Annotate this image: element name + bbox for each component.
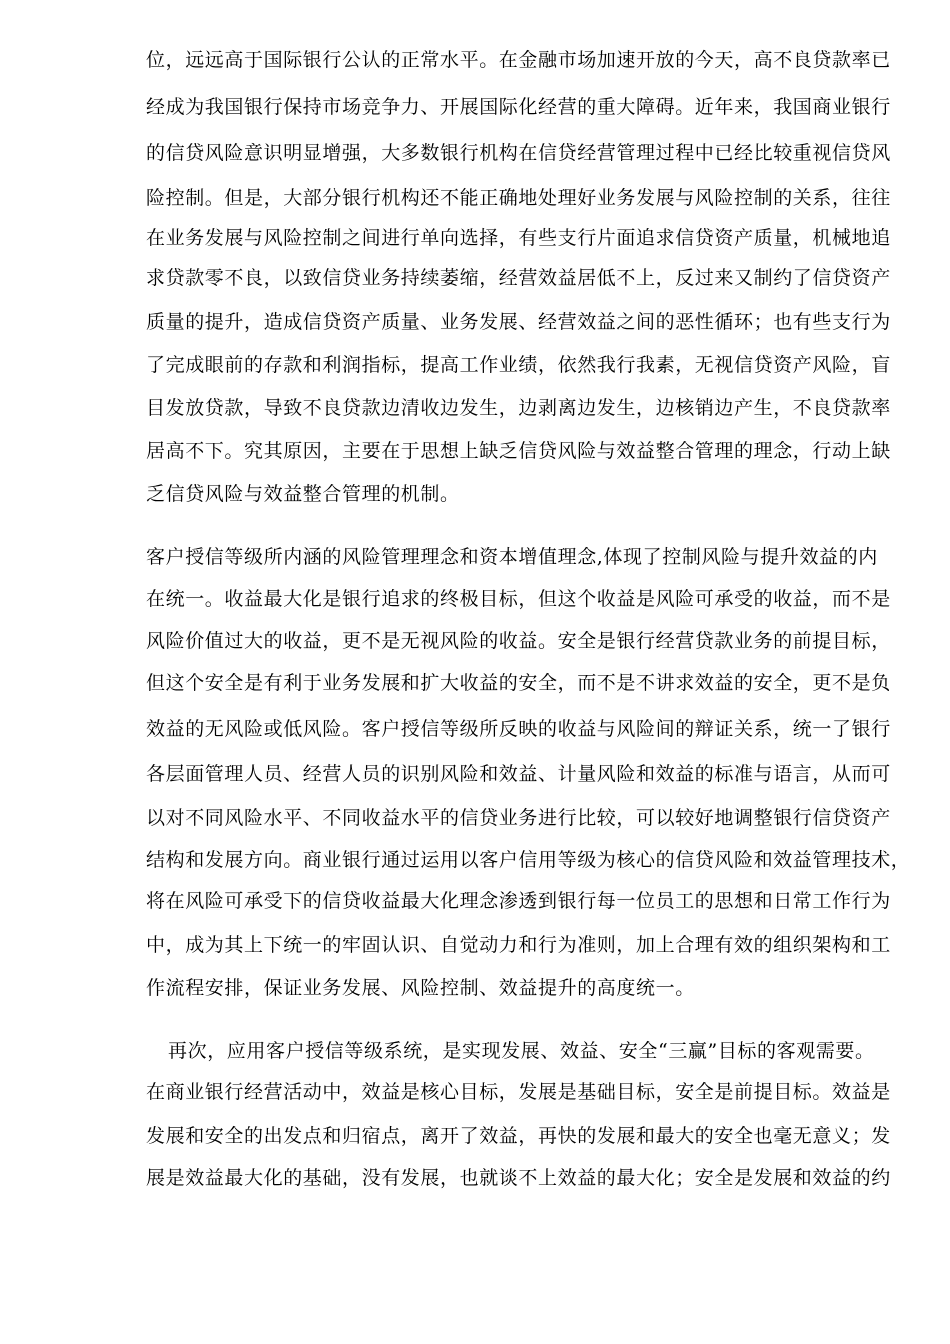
text-line: 再次，应用客户授信等级系统，是实现发展、效益、安全“三赢”目标的客观需要。 [168, 1040, 875, 1062]
text-line: 作流程安排，保证业务发展、风险控制、效益提升的高度统一。 [146, 977, 695, 999]
text-line: 位，远远高于国际银行公认的正常水平。在金融市场加速开放的今天，高不良贷款率已 [146, 49, 891, 71]
text-line: 客户授信等级所内涵的风险管理理念和资本增值理念,体现了控制风险与提升效益的内 [146, 546, 878, 568]
text-line: 质量的提升，造成信贷资产质量、业务发展、经营效益之间的恶性循环；也有些支行为 [146, 311, 891, 333]
text-line: 险控制。但是，大部分银行机构还不能正确地处理好业务发展与风险控制的关系，往往 [146, 187, 891, 209]
text-line: 求贷款零不良，以致信贷业务持续萎缩，经营效益居低不上，反过来又制约了信贷资产 [146, 267, 891, 289]
text-line: 在统一。收益最大化是银行追求的终极目标，但这个收益是风险可承受的收益，而不是 [146, 588, 891, 610]
text-line: 了完成眼前的存款和利润指标，提高工作业绩，依然我行我素，无视信贷资产风险，盲 [146, 354, 891, 376]
text-line: 发展和安全的出发点和归宿点，离开了效益，再快的发展和最大的安全也毫无意义；发 [146, 1125, 891, 1147]
text-line: 将在风险可承受下的信贷收益最大化理念渗透到银行每一位员工的思想和日常工作行为 [146, 890, 891, 912]
text-line: 各层面管理人员、经营人员的识别风险和效益、计量风险和效益的标准与语言，从而可 [146, 763, 891, 785]
text-line: 的信贷风险意识明显增强，大多数银行机构在信贷经营管理过程中已经比较重视信贷风 [146, 142, 891, 164]
text-line: 在商业银行经营活动中，效益是核心目标，发展是基础目标，安全是前提目标。效益是 [146, 1081, 891, 1103]
text-line: 中，成为其上下统一的牢固认识、自觉动力和行为准则，加上合理有效的组织架构和工 [146, 934, 891, 956]
text-line: 以对不同风险水平、不同收益水平的信贷业务进行比较，可以较好地调整银行信贷资产 [146, 807, 891, 829]
text-line: 乏信贷风险与效益整合管理的机制。 [146, 483, 460, 505]
text-line: 在业务发展与风险控制之间进行单向选择，有些支行片面追求信贷资产质量，机械地追 [146, 227, 891, 249]
text-line: 风险价值过大的收益，更不是无视风险的收益。安全是银行经营贷款业务的前提目标， [146, 630, 891, 652]
text-line: 但这个安全是有利于业务发展和扩大收益的安全，而不是不讲求效益的安全，更不是负 [146, 672, 891, 694]
text-line: 经成为我国银行保持市场竞争力、开展国际化经营的重大障碍。近年来，我国商业银行 [146, 96, 891, 118]
text-line: 效益的无风险或低风险。客户授信等级所反映的收益与风险间的辩证关系，统一了银行 [146, 718, 891, 740]
text-line: 展是效益最大化的基础，没有发展，也就谈不上效益的最大化；安全是发展和效益的约 [146, 1167, 891, 1189]
text-line: 目发放贷款，导致不良贷款边清收边发生，边剥离边发生，边核销边产生，不良贷款率 [146, 397, 891, 419]
text-line: 居高不下。究其原因，主要在于思想上缺乏信贷风险与效益整合管理的理念，行动上缺 [146, 440, 891, 462]
text-line: 结构和发展方向。商业银行通过运用以客户信用等级为核心的信贷风险和效益管理技术， [146, 849, 911, 871]
